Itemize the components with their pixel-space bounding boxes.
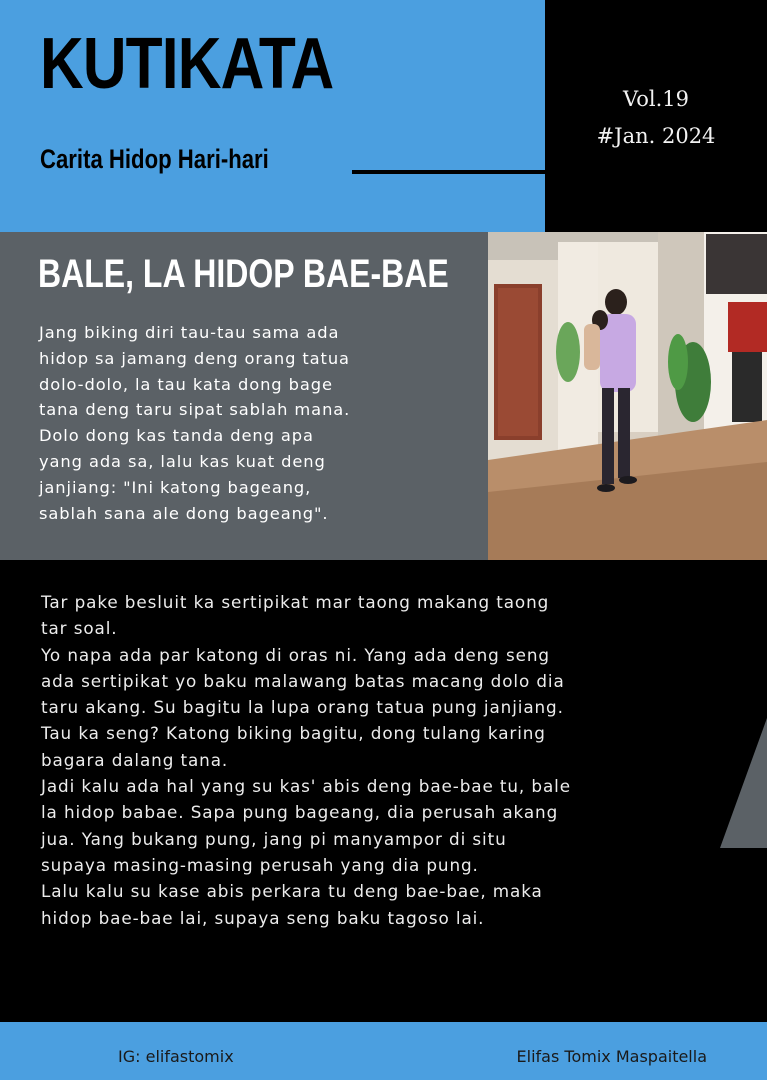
volume-number: Vol.19 <box>623 87 689 111</box>
body-line: Jadi kalu ada hal yang su kas' abis deng bae-bae tu, bale <box>41 776 571 797</box>
lead-line: Jang biking diri tau-tau sama ada <box>39 323 340 342</box>
body-line: Lalu kalu su kase abis perkara tu deng bae-bae, maka <box>41 881 543 902</box>
lead-line: sablah sana ale dong bageang". <box>39 503 329 523</box>
article-body <box>41 589 731 931</box>
article-headline: BALE, LA HIDOP BAE-BAE <box>38 252 449 296</box>
lead-line: yang ada sa, lalu kas kuat deng <box>39 451 326 471</box>
magazine-subtitle: Carita Hidop Hari-hari <box>40 144 269 174</box>
lead-line: hidop sa jamang deng orang tatua <box>39 348 350 368</box>
photo-illustration <box>488 232 767 560</box>
body-line: hidop bae-bae lai, supaya seng baku tagoso lai. <box>41 907 485 928</box>
title-divider <box>352 170 545 174</box>
body-line: Yo napa ada par katong di oras ni. Yang ada deng seng <box>41 644 550 665</box>
body-line: jua. Yang bukang pung, jang pi manyampor di situ <box>41 828 507 849</box>
body-line: Tar pake besluit ka sertipikat mar taong makang taong <box>41 592 550 612</box>
instagram-handle: IG: elifastomix <box>118 1047 234 1066</box>
body-line: supaya masing-masing perusah yang dia pung. <box>41 854 479 875</box>
body-line: Tau ka seng? Katong biking bagitu, dong tulang karing <box>41 723 546 744</box>
body-line: la hidop babae. Sapa pung bageang, dia perusah akang <box>41 802 559 823</box>
body-line: tar soal. <box>41 618 118 639</box>
body-line: bagara dalang tana. <box>41 749 229 770</box>
lead-line: dolo-dolo, la tau kata dong bage <box>39 374 333 394</box>
article-photo <box>488 232 767 560</box>
author-name: Elifas Tomix Maspaitella <box>516 1047 707 1066</box>
lead-paragraph <box>39 320 484 526</box>
issue-date: #Jan. 2024 <box>596 124 716 148</box>
body-line: ada sertipikat yo baku malawang batas macang dolo dia <box>41 670 565 691</box>
decorative-wedge <box>720 718 767 848</box>
magazine-title: KUTIKATA <box>40 24 334 104</box>
issue-panel <box>545 0 767 232</box>
lead-line: Dolo dong kas tanda deng apa <box>39 426 314 446</box>
lead-line: janjiang: "Ini katong bageang, <box>39 477 312 497</box>
body-line: taru akang. Su bagitu la lupa orang tatua pung janjiang. <box>41 697 564 718</box>
lead-line: tana deng taru sipat sablah mana. <box>39 400 351 420</box>
